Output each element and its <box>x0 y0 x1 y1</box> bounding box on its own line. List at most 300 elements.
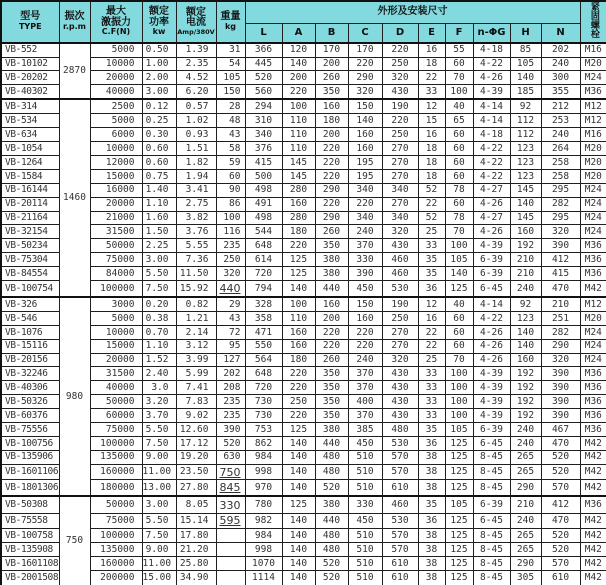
cell-dim-h: 305 <box>510 571 541 585</box>
cell-power: 2.00 <box>142 71 176 85</box>
cell-dim-c: 370 <box>348 367 382 381</box>
cell-weight <box>216 529 245 543</box>
cell-bolt: M24 <box>580 71 606 85</box>
cell-dim-ng: 4-39 <box>473 85 510 100</box>
cell-dim-d: 530 <box>382 436 418 450</box>
cell-dim-a: 140 <box>282 571 315 585</box>
cell-dim-l: 1114 <box>245 571 282 585</box>
cell-dim-n: 253 <box>541 114 580 128</box>
cell-power: 1.40 <box>142 183 176 197</box>
cell-dim-l: 794 <box>245 280 282 297</box>
cell-dim-f: 125 <box>445 436 473 450</box>
table-row <box>1 114 606 128</box>
table-row <box>1 409 606 423</box>
cell-type: VB-546 <box>1 311 59 325</box>
cell-power: 5.50 <box>142 267 176 281</box>
cell-dim-l: 998 <box>245 464 282 480</box>
cell-bolt: M24 <box>580 353 606 367</box>
cell-force: 16000 <box>90 183 142 197</box>
table-row <box>1 543 606 557</box>
cell-dim-b: 440 <box>315 436 348 450</box>
cell-type: VB-60376 <box>1 409 59 423</box>
cell-weight: 440 <box>216 280 245 297</box>
cell-current: 2.35 <box>176 57 216 71</box>
cell-dim-f: 125 <box>445 464 473 480</box>
cell-power: 3.00 <box>142 496 176 513</box>
cell-dim-f: 60 <box>445 156 473 170</box>
cell-dim-b: 350 <box>315 367 348 381</box>
cell-type: VB-75558 <box>1 513 59 529</box>
cell-dim-n: 390 <box>541 381 580 395</box>
cell-dim-l: 648 <box>245 367 282 381</box>
cell-dim-d: 460 <box>382 496 418 513</box>
cell-dim-f: 125 <box>445 450 473 464</box>
cell-current: 25.80 <box>176 557 216 571</box>
col-header-bolt <box>580 1 606 43</box>
cell-dim-c: 290 <box>348 71 382 85</box>
cell-bolt: M16 <box>580 128 606 142</box>
cell-dim-d: 430 <box>382 409 418 423</box>
cell-force: 75000 <box>90 422 142 436</box>
cell-dim-d: 190 <box>382 297 418 312</box>
cell-dim-ng: 4-26 <box>473 353 510 367</box>
col-header-power-en: kw <box>152 27 166 37</box>
cell-dim-a: 125 <box>282 267 315 281</box>
cell-bolt: M20 <box>580 156 606 170</box>
cell-dim-h: 185 <box>510 85 541 100</box>
cell-current: 23.50 <box>176 464 216 480</box>
cell-power: 0.12 <box>142 99 176 114</box>
table-row <box>1 297 606 312</box>
cell-dim-ng: 8-45 <box>473 571 510 585</box>
cell-current: 5.55 <box>176 239 216 253</box>
cell-dim-n: 320 <box>541 225 580 239</box>
cell-weight: 320 <box>216 267 245 281</box>
cell-bolt: M36 <box>580 267 606 281</box>
cell-dim-c: 330 <box>348 496 382 513</box>
cell-dim-c: 220 <box>348 339 382 353</box>
col-header-type <box>1 1 59 43</box>
table-row <box>1 436 606 450</box>
col-header-current-zh2: 电流 <box>186 17 206 29</box>
cell-dim-a: 200 <box>282 71 315 85</box>
cell-dim-h: 123 <box>510 169 541 183</box>
cell-dim-e: 38 <box>418 557 445 571</box>
cell-power: 1.00 <box>142 57 176 71</box>
cell-dim-c: 160 <box>348 311 382 325</box>
cell-dim-e: 18 <box>418 156 445 170</box>
table-row <box>1 395 606 409</box>
cell-dim-b: 220 <box>315 197 348 211</box>
cell-dim-f: 100 <box>445 239 473 253</box>
cell-power: 5.50 <box>142 422 176 436</box>
cell-current: 2.75 <box>176 197 216 211</box>
cell-force: 31500 <box>90 225 142 239</box>
cell-bolt: M20 <box>580 57 606 71</box>
cell-dim-d: 320 <box>382 353 418 367</box>
cell-current: 7.36 <box>176 253 216 267</box>
cell-power: 7.50 <box>142 529 176 543</box>
col-header-power <box>142 1 176 43</box>
cell-dim-h: 145 <box>510 211 541 225</box>
cell-dim-f: 125 <box>445 571 473 585</box>
cell-dim-f: 60 <box>445 197 473 211</box>
cell-dim-b: 380 <box>315 422 348 436</box>
cell-current: 21.20 <box>176 543 216 557</box>
cell-bolt: M36 <box>580 409 606 423</box>
cell-bolt: M20 <box>580 311 606 325</box>
cell-dim-l: 328 <box>245 297 282 312</box>
table-row <box>1 156 606 170</box>
cell-dim-c: 320 <box>348 85 382 100</box>
cell-current: 7.83 <box>176 395 216 409</box>
cell-dim-f: 60 <box>445 339 473 353</box>
cell-dim-n: 282 <box>541 197 580 211</box>
cell-current: 17.12 <box>176 436 216 450</box>
cell-dim-a: 110 <box>282 142 315 156</box>
cell-bolt: M36 <box>580 496 606 513</box>
cell-weight: 60 <box>216 169 245 183</box>
cell-bolt: M42 <box>580 529 606 543</box>
cell-rpm: 980 <box>59 297 90 497</box>
cell-dim-e: 12 <box>418 99 445 114</box>
col-header-rpm <box>59 1 90 43</box>
cell-dim-d: 190 <box>382 99 418 114</box>
cell-current: 15.92 <box>176 280 216 297</box>
cell-dim-a: 220 <box>282 239 315 253</box>
col-header-power-zh2: 功率 <box>149 16 169 28</box>
cell-dim-ng: 8-45 <box>473 529 510 543</box>
cell-bolt: M24 <box>580 197 606 211</box>
cell-dim-n: 355 <box>541 85 580 100</box>
cell-dim-c: 240 <box>348 225 382 239</box>
cell-weight: 105 <box>216 71 245 85</box>
cell-dim-e: 35 <box>418 267 445 281</box>
cell-dim-b: 160 <box>315 297 348 312</box>
cell-dim-l: 415 <box>245 156 282 170</box>
cell-dim-n: 390 <box>541 367 580 381</box>
cell-current: 0.93 <box>176 128 216 142</box>
cell-dim-e: 36 <box>418 280 445 297</box>
cell-dim-a: 110 <box>282 114 315 128</box>
table-row <box>1 513 606 529</box>
cell-force: 135000 <box>90 450 142 464</box>
cell-dim-a: 250 <box>282 395 315 409</box>
cell-dim-n: 610 <box>541 571 580 585</box>
cell-dim-a: 160 <box>282 197 315 211</box>
cell-dim-e: 33 <box>418 381 445 395</box>
cell-dim-e: 16 <box>418 128 445 142</box>
col-header-force-zh1: 最大 <box>106 6 126 18</box>
cell-type: VB-75556 <box>1 422 59 436</box>
cell-weight: 202 <box>216 367 245 381</box>
cell-power: 1.60 <box>142 211 176 225</box>
cell-power: 5.50 <box>142 513 176 529</box>
cell-dim-d: 430 <box>382 85 418 100</box>
cell-type: VB-20202 <box>1 71 59 85</box>
cell-type: VB-50234 <box>1 239 59 253</box>
cell-dim-b: 520 <box>315 480 348 497</box>
cell-dim-c: 370 <box>348 381 382 395</box>
cell-type: VB-2001508 <box>1 571 59 585</box>
cell-dim-a: 145 <box>282 156 315 170</box>
cell-dim-c: 510 <box>348 529 382 543</box>
cell-dim-d: 460 <box>382 267 418 281</box>
cell-dim-h: 265 <box>510 450 541 464</box>
cell-power: 3.00 <box>142 253 176 267</box>
cell-dim-f: 125 <box>445 513 473 529</box>
cell-dim-n: 412 <box>541 253 580 267</box>
cell-dim-f: 140 <box>445 267 473 281</box>
cell-dim-l: 982 <box>245 513 282 529</box>
cell-dim-a: 220 <box>282 367 315 381</box>
table-row <box>1 253 606 267</box>
cell-dim-d: 270 <box>382 169 418 183</box>
cell-dim-ng: 4-27 <box>473 211 510 225</box>
cell-bolt: M42 <box>580 480 606 497</box>
cell-force: 21000 <box>90 211 142 225</box>
cell-dim-d: 610 <box>382 557 418 571</box>
cell-force: 15000 <box>90 339 142 353</box>
table-row <box>1 197 606 211</box>
cell-current: 1.02 <box>176 114 216 128</box>
col-header-current <box>176 1 216 43</box>
cell-current: 4.52 <box>176 71 216 85</box>
cell-dim-a: 140 <box>282 464 315 480</box>
cell-dim-n: 570 <box>541 557 580 571</box>
cell-dim-l: 614 <box>245 253 282 267</box>
cell-dim-n: 240 <box>541 128 580 142</box>
cell-power: 3.00 <box>142 85 176 100</box>
cell-dim-h: 112 <box>510 128 541 142</box>
cell-dim-c: 510 <box>348 571 382 585</box>
cell-dim-a: 220 <box>282 381 315 395</box>
cell-force: 50000 <box>90 395 142 409</box>
cell-current: 3.82 <box>176 211 216 225</box>
cell-weight: 58 <box>216 142 245 156</box>
cell-dim-a: 110 <box>282 311 315 325</box>
cell-dim-n: 467 <box>541 422 580 436</box>
cell-dim-l: 498 <box>245 183 282 197</box>
cell-power: 1.10 <box>142 197 176 211</box>
col-header-current-zh1: 额定 <box>186 6 206 18</box>
cell-dim-b: 160 <box>315 99 348 114</box>
cell-dim-d: 430 <box>382 367 418 381</box>
cell-power: 0.60 <box>142 142 176 156</box>
cell-current: 12.60 <box>176 422 216 436</box>
cell-dim-c: 370 <box>348 239 382 253</box>
table-row <box>1 325 606 339</box>
cell-dim-d: 530 <box>382 280 418 297</box>
cell-power: 7.50 <box>142 436 176 450</box>
cell-bolt: M42 <box>580 571 606 585</box>
cell-force: 50000 <box>90 239 142 253</box>
cell-dim-f: 60 <box>445 128 473 142</box>
cell-force: 2500 <box>90 99 142 114</box>
cell-type: VB-10102 <box>1 57 59 71</box>
cell-bolt: M36 <box>580 239 606 253</box>
cell-dim-b: 350 <box>315 239 348 253</box>
cell-dim-f: 40 <box>445 99 473 114</box>
col-header-d: D <box>382 24 418 43</box>
cell-bolt: M36 <box>580 367 606 381</box>
cell-type: VB-100758 <box>1 529 59 543</box>
cell-power: 0.30 <box>142 128 176 142</box>
col-header-weight-zh: 重量 <box>220 11 241 23</box>
cell-dim-h: 210 <box>510 253 541 267</box>
cell-dim-e: 35 <box>418 496 445 513</box>
cell-dim-l: 340 <box>245 128 282 142</box>
cell-dim-f: 60 <box>445 325 473 339</box>
cell-dim-ng: 8-45 <box>473 450 510 464</box>
cell-force: 100000 <box>90 436 142 450</box>
cell-dim-n: 300 <box>541 71 580 85</box>
col-header-weight <box>216 1 245 43</box>
table-row <box>1 571 606 585</box>
table-row <box>1 496 606 513</box>
cell-dim-ng: 6-45 <box>473 436 510 450</box>
table-row <box>1 85 606 100</box>
cell-weight: 72 <box>216 325 245 339</box>
cell-weight: 90 <box>216 183 245 197</box>
cell-dim-n: 390 <box>541 239 580 253</box>
table-row <box>1 353 606 367</box>
col-header-type-en: TYPE <box>18 21 42 31</box>
cell-type: VB-32154 <box>1 225 59 239</box>
cell-dim-l: 491 <box>245 197 282 211</box>
cell-dim-ng: 8-45 <box>473 480 510 497</box>
cell-type: VB-1054 <box>1 142 59 156</box>
cell-dim-h: 240 <box>510 422 541 436</box>
cell-dim-c: 510 <box>348 543 382 557</box>
col-header-force-zh2: 激振力 <box>101 16 131 28</box>
cell-force: 20000 <box>90 71 142 85</box>
cell-dim-l: 520 <box>245 71 282 85</box>
cell-dim-e: 25 <box>418 225 445 239</box>
cell-dim-n: 251 <box>541 311 580 325</box>
cell-dim-l: 358 <box>245 311 282 325</box>
cell-bolt: M12 <box>580 114 606 128</box>
cell-rpm: 1460 <box>59 99 90 297</box>
cell-dim-l: 471 <box>245 325 282 339</box>
cell-power: 15.00 <box>142 571 176 585</box>
cell-dim-a: 140 <box>282 450 315 464</box>
cell-dim-h: 192 <box>510 381 541 395</box>
cell-weight: 100 <box>216 211 245 225</box>
cell-bolt: M42 <box>580 513 606 529</box>
cell-dim-d: 570 <box>382 464 418 480</box>
cell-dim-e: 38 <box>418 450 445 464</box>
cell-dim-h: 112 <box>510 114 541 128</box>
cell-dim-d: 570 <box>382 529 418 543</box>
cell-dim-n: 520 <box>541 464 580 480</box>
cell-dim-ng: 4-22 <box>473 57 510 71</box>
cell-dim-a: 125 <box>282 253 315 267</box>
cell-type: VB-1264 <box>1 156 59 170</box>
table-row <box>1 71 606 85</box>
cell-dim-f: 105 <box>445 496 473 513</box>
cell-weight: 235 <box>216 239 245 253</box>
col-header-f: F <box>445 24 473 43</box>
cell-dim-a: 110 <box>282 128 315 142</box>
col-header-e: E <box>418 24 445 43</box>
cell-dim-e: 15 <box>418 114 445 128</box>
col-header-rpm-zh: 振次 <box>64 11 85 23</box>
cell-dim-c: 340 <box>348 183 382 197</box>
cell-dim-h: 210 <box>510 267 541 281</box>
table-row <box>1 239 606 253</box>
cell-dim-e: 52 <box>418 183 445 197</box>
cell-dim-h: 92 <box>510 99 541 114</box>
cell-current: 3.41 <box>176 183 216 197</box>
cell-dim-c: 510 <box>348 464 382 480</box>
cell-dim-e: 33 <box>418 85 445 100</box>
cell-dim-a: 160 <box>282 325 315 339</box>
cell-dim-c: 220 <box>348 197 382 211</box>
table-row <box>1 422 606 436</box>
cell-current: 11.50 <box>176 267 216 281</box>
cell-dim-b: 260 <box>315 71 348 85</box>
cell-current: 3.12 <box>176 339 216 353</box>
cell-dim-d: 340 <box>382 211 418 225</box>
cell-dim-h: 160 <box>510 353 541 367</box>
cell-force: 20000 <box>90 353 142 367</box>
cell-force: 5000 <box>90 311 142 325</box>
cell-bolt: M16 <box>580 43 606 58</box>
cell-dim-h: 192 <box>510 367 541 381</box>
cell-force: 31500 <box>90 367 142 381</box>
cell-dim-a: 140 <box>282 480 315 497</box>
cell-type: VB-100754 <box>1 280 59 297</box>
cell-dim-ng: 4-22 <box>473 142 510 156</box>
cell-dim-b: 260 <box>315 225 348 239</box>
cell-current: 8.05 <box>176 496 216 513</box>
cell-power: 3.20 <box>142 395 176 409</box>
cell-dim-f: 70 <box>445 225 473 239</box>
cell-dim-e: 33 <box>418 395 445 409</box>
cell-dim-a: 140 <box>282 543 315 557</box>
cell-dim-n: 320 <box>541 353 580 367</box>
cell-current: 1.82 <box>176 156 216 170</box>
cell-dim-ng: 4-26 <box>473 71 510 85</box>
cell-dim-a: 100 <box>282 99 315 114</box>
cell-dim-b: 480 <box>315 543 348 557</box>
cell-dim-b: 350 <box>315 381 348 395</box>
cell-dim-n: 295 <box>541 183 580 197</box>
cell-dim-n: 520 <box>541 529 580 543</box>
cell-dim-l: 970 <box>245 480 282 497</box>
cell-force: 75000 <box>90 253 142 267</box>
cell-current: 7.41 <box>176 381 216 395</box>
cell-type: VB-534 <box>1 114 59 128</box>
cell-bolt: M24 <box>580 225 606 239</box>
cell-dim-ng: 8-45 <box>473 464 510 480</box>
cell-dim-f: 125 <box>445 280 473 297</box>
cell-dim-d: 250 <box>382 128 418 142</box>
cell-dim-a: 280 <box>282 183 315 197</box>
cell-power: 0.70 <box>142 325 176 339</box>
cell-dim-ng: 8-45 <box>473 543 510 557</box>
cell-dim-d: 320 <box>382 71 418 85</box>
table-row <box>1 183 606 197</box>
cell-type: VB-135906 <box>1 450 59 464</box>
cell-dim-l: 730 <box>245 395 282 409</box>
table-row <box>1 57 606 71</box>
cell-dim-ng: 4-26 <box>473 197 510 211</box>
cell-dim-a: 100 <box>282 297 315 312</box>
cell-dim-e: 33 <box>418 367 445 381</box>
cell-dim-a: 160 <box>282 339 315 353</box>
